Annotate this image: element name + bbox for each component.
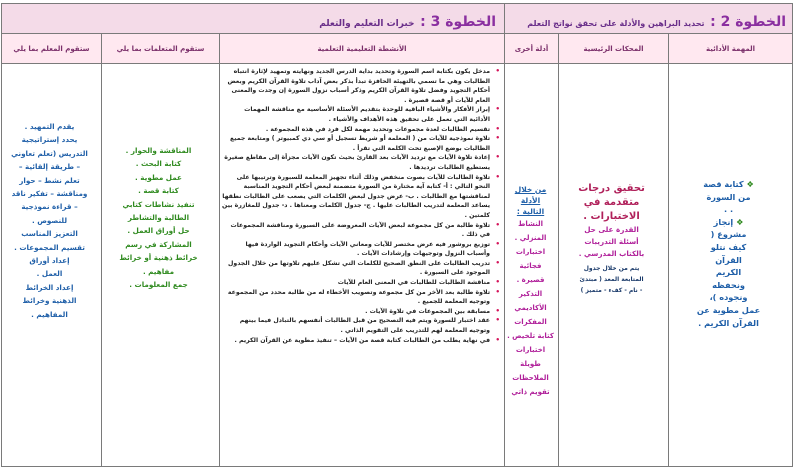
- teacher-item: المفاهيم .: [31, 309, 68, 319]
- other-evidence-item: المفكرات: [514, 318, 547, 326]
- other-evidence-cell: [505, 64, 559, 467]
- activity-text: إعادة تلاوة الآيات مع ترديد الآيات بعد القارئ بحيث تكون الآيات مجزأة إلى مقاطع صغيرة يستطيع الطالبات ترديدها .: [224, 154, 491, 171]
- step2-header: [505, 4, 793, 34]
- teacher-item: يقدم التمهيد .: [24, 122, 75, 131]
- activity-item: • مناقشة الطالبات للطالبات في المعنى العام للآيات: [337, 278, 501, 287]
- activity-item: • إعادة تلاوة الآيات مع ترديد الآيات بعد القارئ بحيث تكون الآيات مجزأة إلى مقاطع صغيرة يستطيع الطالبات ترديدها .: [224, 153, 501, 171]
- activity-item: • توزيع بروشور فيه عرض مختصر للآيات ومعاني الآيات وأحكام التجويد الواردة فيها وأسباب النزول وتوجيهات وإرشادات الآيات .: [245, 239, 501, 258]
- activity-text: مدخل يكون بكتابة اسم السورة وتحديد بداية الدرس الجديد ونهايته وتمهيد لإثارة انتباه الطالبات وهي ما تسمي بالتهيئة الحافزة تبدأ بذكر بعض آداب تلاوة القرآن الكريم وبعض أحكام التجويد وفضل تلاوة القرآن الكريم وذكر أسباب نزول السورة إن وجدت والمعنى العام للآيات أو قصة قصيرة .: [227, 68, 491, 104]
- teacher-item: إعداد أوراق: [29, 256, 70, 266]
- activity-text: تدريب الطالبات على النطق الصحيح للكلمات التي تشكل عليهم تلاوتها من خلال الجدول الموجود على السبورة .: [228, 259, 491, 277]
- step3-number: الخطوة 3 :: [420, 14, 497, 30]
- task-cell: [669, 64, 793, 467]
- criteria-note: يتم من خلال جدول: [583, 265, 640, 272]
- teacher-item: العمل .: [36, 269, 63, 279]
- teacher-item: التدريس (تعلم تعاوني: [11, 148, 88, 158]
- other-evidence-item: تقويم ذاتي: [511, 388, 550, 396]
- teacher-item: إعداد الخرائط: [25, 282, 74, 292]
- column-header-students: ستقوم المتعلمات بما يلي: [102, 34, 220, 64]
- other-evidence-item: الملاحظات: [512, 374, 549, 382]
- criteria-main-line: متقدمة في: [583, 197, 640, 208]
- students-item: المناقشة والحوار .: [125, 146, 192, 155]
- column-header-activities: الأنشطة التعليمية التعلمية: [220, 34, 505, 64]
- other-evidence-item: كتابة تلخيص .: [507, 332, 554, 340]
- activity-item: • تلاوة طالبة من كل مجموعة لبعض الآيات المعروضة على السبورة ومناقشة المجموعات في ذلك .: [230, 220, 501, 239]
- students-item: المشاركة في رسم: [125, 239, 192, 249]
- teacher-item: تعلم نشط – حوار: [19, 175, 80, 185]
- students-item: جمع المعلومات .: [129, 280, 188, 290]
- teacher-cell: [2, 64, 102, 467]
- students-item: كتابة البحث .: [135, 159, 182, 169]
- teacher-item: التعزيز المناسب: [21, 229, 78, 239]
- activity-text: تلاوة طالبة بعد الأخر من كل مجموعة وتصويب الأخطاء له من طالبة محدد من المجموعة وتوجيه المعلمة للجميع .: [227, 288, 491, 306]
- students-item: عمل مطوية .: [135, 172, 182, 182]
- activity-item: • تدريب الطالبات على النطق الصحيح للكلمات التي تشكل عليهم تلاوتها من خلال الجدول الموجود على السبورة .: [228, 258, 501, 277]
- criteria-sub-line: أسئلة التدريبات: [584, 237, 639, 246]
- students-item: خرائط ذهنية أو خرائط: [119, 253, 198, 263]
- activity-item: • تلاوة نموذجية للآيات من ( المعلمة أو شريط تسجيل أو سي دي كمبيوتر ) ومتابعة جميع الطالبات بوضع الإصبع تحت الكلمة التي تقرأ .: [230, 134, 501, 152]
- task-line-text: كتابة قصة: [703, 179, 744, 189]
- task-line-text: إنجاز: [713, 216, 734, 227]
- other-evidence-title: من خلال الأدلة: [514, 185, 547, 205]
- teacher-item: – قراءة نموذجية: [21, 202, 78, 212]
- activity-text: تلاوة الطالبات للآيات بصوت منخفض وذلك أثناء تجهيز المعلمة للسبورة وترتيبها على النحو التالي : أ- كتابة آية مختارة من السورة متضمنة لبعض أحكام التجويد المناسبة لمناقشتها مع الطالبات . ب- عرض جدول لبعض الكلمات التي يصعب على الطالبات نطقها يساعد المعلمة لتدريب الطالبات عليها . ج- جدول الكلمات ومعناها . د- جدول للمغازرة بين كلمتين .: [222, 173, 491, 219]
- activity-text: توزيع بروشور فيه عرض مختصر للآيات ومعاني الآيات وأحكام التجويد الواردة فيها وأسباب النزول وتوجيهات وإرشادات الآيات .: [245, 240, 491, 258]
- task-line: عمل مطوية عن: [696, 304, 761, 315]
- other-evidence-item: اختبارات فجائية: [515, 248, 546, 270]
- other-evidence-subtitle: التالية :: [516, 207, 545, 216]
- criteria-cell: [559, 64, 669, 467]
- task-line: مشروع (: [710, 229, 747, 240]
- step2-number: الخطوة 2 :: [710, 14, 787, 30]
- criteria-main-line: تحقيق درجات: [578, 183, 645, 194]
- step3-header: [2, 4, 505, 34]
- diamond-bullet-icon: ❖: [746, 179, 754, 189]
- task-line: ونجوده )،: [709, 292, 748, 303]
- task-line: [669, 216, 788, 229]
- students-cell: [102, 64, 220, 467]
- criteria-sub-line: القدرة على حل: [584, 225, 639, 234]
- column-header-task: المهمة الأدائية: [669, 34, 793, 64]
- activity-text: تلاوة طالبة من كل مجموعة لبعض الآيات المعروضة على السبورة ومناقشة المجموعات في ذلك .: [230, 221, 491, 239]
- activity-item: • عقد اختبار للسورة ويتم فيه التصحيح من قبل الطالبات أنفسهم بالتبادل فيما بينهم وتوجيه المعلمة لهم للتدريب على التقويم الذاتي .: [239, 316, 501, 335]
- students-item: حل أوراق العمل .: [127, 226, 190, 236]
- activity-item: • مدخل يكون بكتابة اسم السورة وتحديد بداية الدرس الجديد ونهايته وتمهيد لإثارة انتباه الطالبات وهي ما تسمي بالتهيئة الحافزة تبدأ بذكر بعض آداب تلاوة القرآن الكريم وبعض أحكام التجويد وفضل تلاوة القرآن الكريم وذكر أسباب نزول السورة إن وجدت والمعنى العام للآيات أو قصة قصيرة .: [227, 67, 501, 104]
- teacher-item: الذهنية وخرائط: [22, 296, 77, 306]
- criteria-main-line: الاختبارات .: [583, 211, 640, 222]
- column-header-criteria: المحكات الرئيسية: [559, 34, 669, 64]
- activity-text: تلاوة نموذجية للآيات من ( المعلمة أو شريط تسجيل أو سي دي كمبيوتر ) ومتابعة جميع الطالبات بوضع الإصبع تحت الكلمة التي تقرأ .: [230, 135, 491, 152]
- activity-text: إبراز الأفكار والأشياء الباقية للوحدة بتقديم الأسئلة الأساسية مع مناقشة المهمات الأدائية التي تعمل على تحقيق هذه الأهداف والأشياء .: [244, 106, 491, 123]
- other-evidence-item: التذكير الأكاديمي: [514, 290, 547, 312]
- activity-item: • في نهاية يطلب من الطالبات كتابة قصة من الآيات – تنفيذ مطوية عن القرآن الكريم .: [234, 335, 501, 344]
- criteria-note: - نام - كفء - متميز ): [580, 287, 643, 294]
- activity-item: • تقسيم الطالبات لعدة مجموعات وتحديد مهمة لكل فرد في هذه المجموعة .: [265, 124, 501, 133]
- step3-title: خبرات التعليم والتعلم: [319, 19, 415, 29]
- task-line: الكريم: [715, 267, 742, 278]
- task-line: [669, 178, 788, 191]
- task-line: كيف نتلو: [710, 241, 747, 252]
- activity-text: مسابقة بين المجموعات في تلاوة الآيات .: [365, 307, 491, 315]
- task-line: ونحفظه: [712, 279, 745, 290]
- students-item: تنفيذ نشاطات كتابي: [122, 199, 195, 209]
- teacher-item: ومناقشة – تفكير ناقد: [11, 189, 88, 199]
- activities-cell: [220, 64, 505, 467]
- activity-text: تقسيم الطالبات لعدة مجموعات وتحديد مهمة لكل فرد في هذه المجموعة .: [265, 125, 491, 133]
- students-item: مفاهيم .: [142, 266, 175, 276]
- teacher-item: تقسيم المجموعات .: [14, 242, 85, 252]
- column-header-other-evidence: أدلة أخرى: [505, 34, 559, 64]
- activity-text: مناقشة الطالبات للطالبات في المعنى العام للآيات: [337, 279, 491, 287]
- other-evidence-item: اختبارات طويلة: [515, 346, 546, 368]
- activity-item: • تلاوة الطالبات للآيات بصوت منخفض وذلك أثناء تجهيز المعلمة للسبورة وترتيبها على النحو التالي : أ- كتابة آية مختارة من السورة متضمنة لبعض أحكام التجويد المناسبة لمناقشتها مع الطالبات . ب- عرض جدول لبعض الكلمات التي يصعب على الطالبات نطقها يساعد المعلمة لتدريب الطالبات عليها . ج- جدول الكلمات ومعناها . د- جدول للمغازرة بين كلمتين .: [222, 172, 501, 219]
- activity-text: عقد اختبار للسورة ويتم فيه التصحيح من قبل الطالبات أنفسهم بالتبادل فيما بينهم وتوجيه المعلمة لهم للتدريب على التقويم الذاتي .: [239, 317, 491, 335]
- task-line: من السورة: [706, 191, 751, 202]
- criteria-sub-line: بالكتاب المدرسي .: [578, 249, 645, 258]
- activity-item: • إبراز الأفكار والأشياء الباقية للوحدة بتقديم الأسئلة الأساسية مع مناقشة المهمات الأدائية التي تعمل على تحقيق هذه الأهداف والأشياء .: [244, 105, 501, 123]
- students-item: كتابة قصة .: [138, 186, 179, 196]
- task-line: القرآن الكريم .: [698, 317, 759, 328]
- diamond-bullet-icon: ❖: [736, 216, 744, 227]
- other-evidence-item: قصيرة .: [516, 276, 545, 284]
- lesson-plan-table: [1, 3, 793, 467]
- students-item: الطالبة والتشاطر: [127, 213, 190, 223]
- other-evidence-item: النشاط المنزلي .: [514, 220, 547, 242]
- teacher-item: للنصوص .: [31, 215, 68, 225]
- activity-item: • تلاوة طالبة بعد الأخر من كل مجموعة وتصويب الأخطاء له من طالبة محدد من المجموعة وتوجيه المعلمة للجميع .: [227, 287, 501, 306]
- teacher-item: – طريقة إلقائية –: [18, 162, 81, 172]
- activity-item: • مسابقة بين المجموعات في تلاوة الآيات .: [365, 306, 501, 315]
- criteria-note: المتابعة المعد ( مبتدئ: [579, 276, 644, 283]
- column-header-teacher: ستقوم المعلم بما يلي: [2, 34, 102, 64]
- task-line: القرآن: [715, 254, 742, 265]
- teacher-item: يحدد إستراتيجية: [21, 135, 78, 145]
- task-line: . .: [723, 204, 734, 215]
- activity-text: في نهاية يطلب من الطالبات كتابة قصة من الآيات – تنفيذ مطوية عن القرآن الكريم .: [234, 336, 491, 344]
- step2-title: تحديد البراهين والأدلة على تحقق نواتج التعلم: [527, 19, 705, 28]
